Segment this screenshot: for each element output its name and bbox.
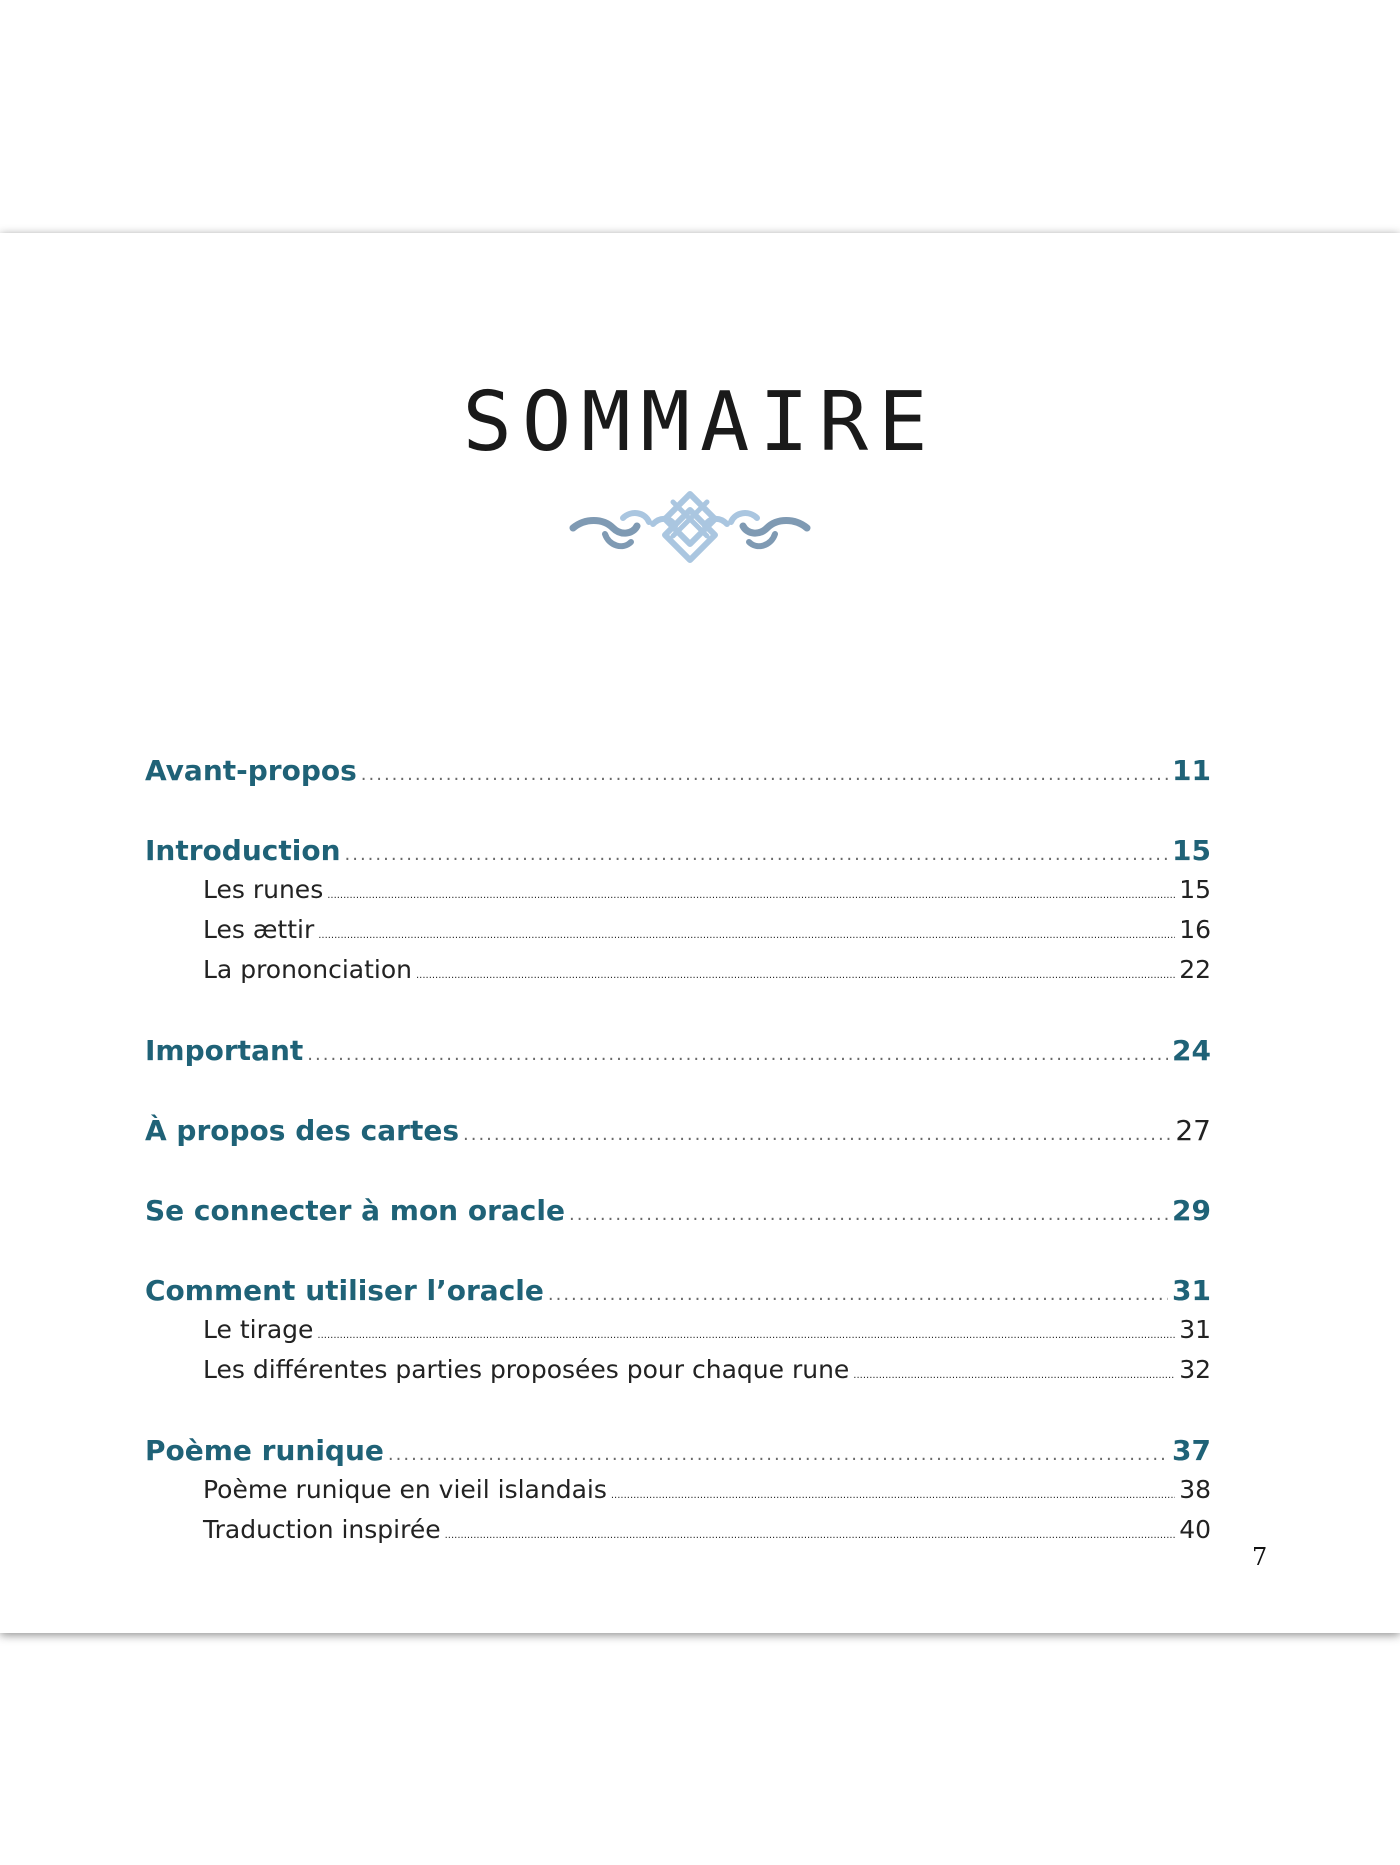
dot-leader (416, 959, 1175, 993)
toc-group-a-propos-des-cartes (145, 1113, 1211, 1153)
toc-subentry-poeme-vieil-islandais[interactable] (145, 1473, 1211, 1513)
toc-group-avant-propos (145, 753, 1211, 793)
toc-entry-important[interactable] (145, 1033, 1211, 1073)
toc-group-important (145, 1033, 1211, 1073)
toc-subentry-page: 40 (1179, 1515, 1211, 1544)
toc-entry-page: 29 (1172, 1194, 1211, 1227)
celtic-knot-ornament-icon (565, 488, 815, 568)
toc-subentry-label: Les différentes parties proposées pour chaque rune (203, 1355, 850, 1384)
toc-subentry-page: 31 (1179, 1315, 1211, 1344)
toc-entry-page: 37 (1172, 1434, 1211, 1467)
dot-leader (345, 837, 1169, 873)
toc-entry-label: Introduction (145, 834, 341, 867)
toc-entry-page: 24 (1172, 1034, 1211, 1067)
dot-leader (548, 1277, 1168, 1313)
toc-entry-se-connecter[interactable] (145, 1193, 1211, 1233)
toc-subentry-la-prononciation[interactable] (145, 953, 1211, 993)
toc-subentry-page: 32 (1179, 1355, 1211, 1384)
table-of-contents (145, 753, 1211, 1593)
toc-entry-page: 31 (1172, 1274, 1211, 1307)
toc-subentry-label: Les runes (203, 875, 324, 904)
toc-group-poeme-runique (145, 1433, 1211, 1553)
toc-entry-comment-utiliser[interactable] (145, 1273, 1211, 1313)
dot-leader (361, 757, 1168, 793)
toc-entry-page: 27 (1175, 1114, 1211, 1147)
toc-entry-poeme-runique[interactable] (145, 1433, 1211, 1473)
toc-subentry-page: 16 (1179, 915, 1211, 944)
toc-entry-avant-propos[interactable] (145, 753, 1211, 793)
toc-entry-page: 11 (1172, 754, 1211, 787)
dot-leader (307, 1037, 1168, 1073)
toc-group-comment-utiliser (145, 1273, 1211, 1393)
toc-entry-label: Se connecter à mon oracle (145, 1194, 565, 1227)
page-number: 7 (1252, 1543, 1268, 1571)
toc-entry-label: Poème runique (145, 1434, 384, 1467)
dot-leader (388, 1437, 1168, 1473)
toc-subentry-page: 22 (1179, 955, 1211, 984)
toc-subentry-le-tirage[interactable] (145, 1313, 1211, 1353)
toc-entry-label: Comment utiliser l’oracle (145, 1274, 544, 1307)
toc-subentry-les-aettir[interactable] (145, 913, 1211, 953)
toc-group-se-connecter (145, 1193, 1211, 1233)
toc-subentry-page: 38 (1179, 1475, 1211, 1504)
dot-leader (445, 1519, 1176, 1553)
dot-leader (569, 1197, 1168, 1233)
toc-group-introduction (145, 833, 1211, 993)
book-page (0, 233, 1400, 1633)
dot-leader (318, 919, 1175, 953)
toc-subentry-label: La prononciation (203, 955, 412, 984)
toc-entry-label: Avant-propos (145, 754, 357, 787)
toc-entry-introduction[interactable] (145, 833, 1211, 873)
dot-leader (611, 1479, 1175, 1513)
toc-subentry-label: Traduction inspirée (203, 1515, 441, 1544)
toc-subentry-label: Le tirage (203, 1315, 314, 1344)
toc-entry-label: Important (145, 1034, 304, 1067)
toc-entry-label: À propos des cartes (145, 1114, 459, 1147)
dot-leader (327, 879, 1175, 913)
toc-subentry-les-runes[interactable] (145, 873, 1211, 913)
toc-subentry-label: Poème runique en vieil islandais (203, 1475, 607, 1504)
toc-entry-a-propos-des-cartes[interactable] (145, 1113, 1211, 1153)
toc-subentry-traduction-inspiree[interactable] (145, 1513, 1211, 1553)
page-title: SOMMAIRE (462, 375, 938, 470)
toc-subentry-differentes-parties[interactable] (145, 1353, 1211, 1393)
dot-leader (317, 1319, 1175, 1353)
dot-leader (463, 1117, 1171, 1153)
toc-subentry-label: Les ættir (203, 915, 315, 944)
toc-subentry-page: 15 (1179, 875, 1211, 904)
dot-leader (853, 1359, 1175, 1393)
toc-entry-page: 15 (1172, 834, 1211, 867)
